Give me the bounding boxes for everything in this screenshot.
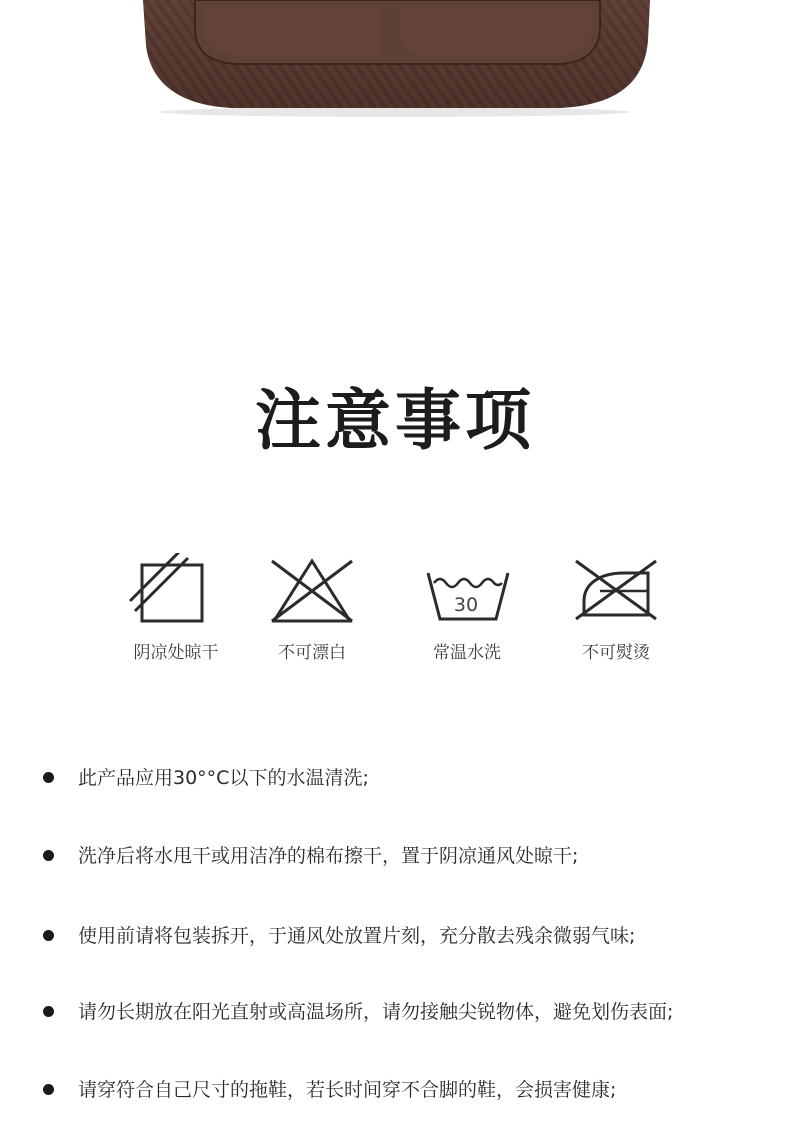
notice-item <box>0 992 790 1032</box>
care-label-no-bleach: 不可漂白 <box>278 643 346 663</box>
notice-item <box>0 758 790 798</box>
no-bleach-icon <box>262 553 362 625</box>
notice-text: 洗净后将水甩干或用洁净的棉布擦干，置于阴凉通风处晾干; <box>78 845 579 867</box>
bullet-icon <box>43 1084 54 1095</box>
notice-text: 请穿符合自己尺寸的拖鞋，若长时间穿不合脚的鞋，会损害健康; <box>78 1079 617 1101</box>
slipper-sole-image <box>0 0 790 130</box>
wash-temperature: 30 <box>453 594 479 616</box>
bullet-icon <box>43 850 54 861</box>
notice-text: 使用前请将包装拆开，于通风处放置片刻，充分散去残余微弱气味; <box>78 925 636 947</box>
dry-in-shade-icon <box>122 553 222 625</box>
wash-30-icon <box>418 553 518 625</box>
bullet-icon <box>43 772 54 783</box>
notice-item <box>0 916 790 956</box>
notice-item <box>0 836 790 876</box>
bullet-icon <box>43 1006 54 1017</box>
notice-text: 此产品应用30°°C以下的水温清洗; <box>78 767 369 789</box>
bullet-icon <box>43 930 54 941</box>
notice-item <box>0 1070 790 1110</box>
page-title: 注意事项 <box>255 382 535 459</box>
notice-text: 请勿长期放在阳光直射或高温场所，请勿接触尖锐物体，避免划伤表面; <box>78 1001 674 1023</box>
care-label-dry-in-shade: 阴凉处晾干 <box>133 643 219 663</box>
care-label-no-iron: 不可熨烫 <box>582 643 650 663</box>
care-label-wash-30: 常温水洗 <box>433 643 501 663</box>
no-iron-icon <box>566 553 666 625</box>
